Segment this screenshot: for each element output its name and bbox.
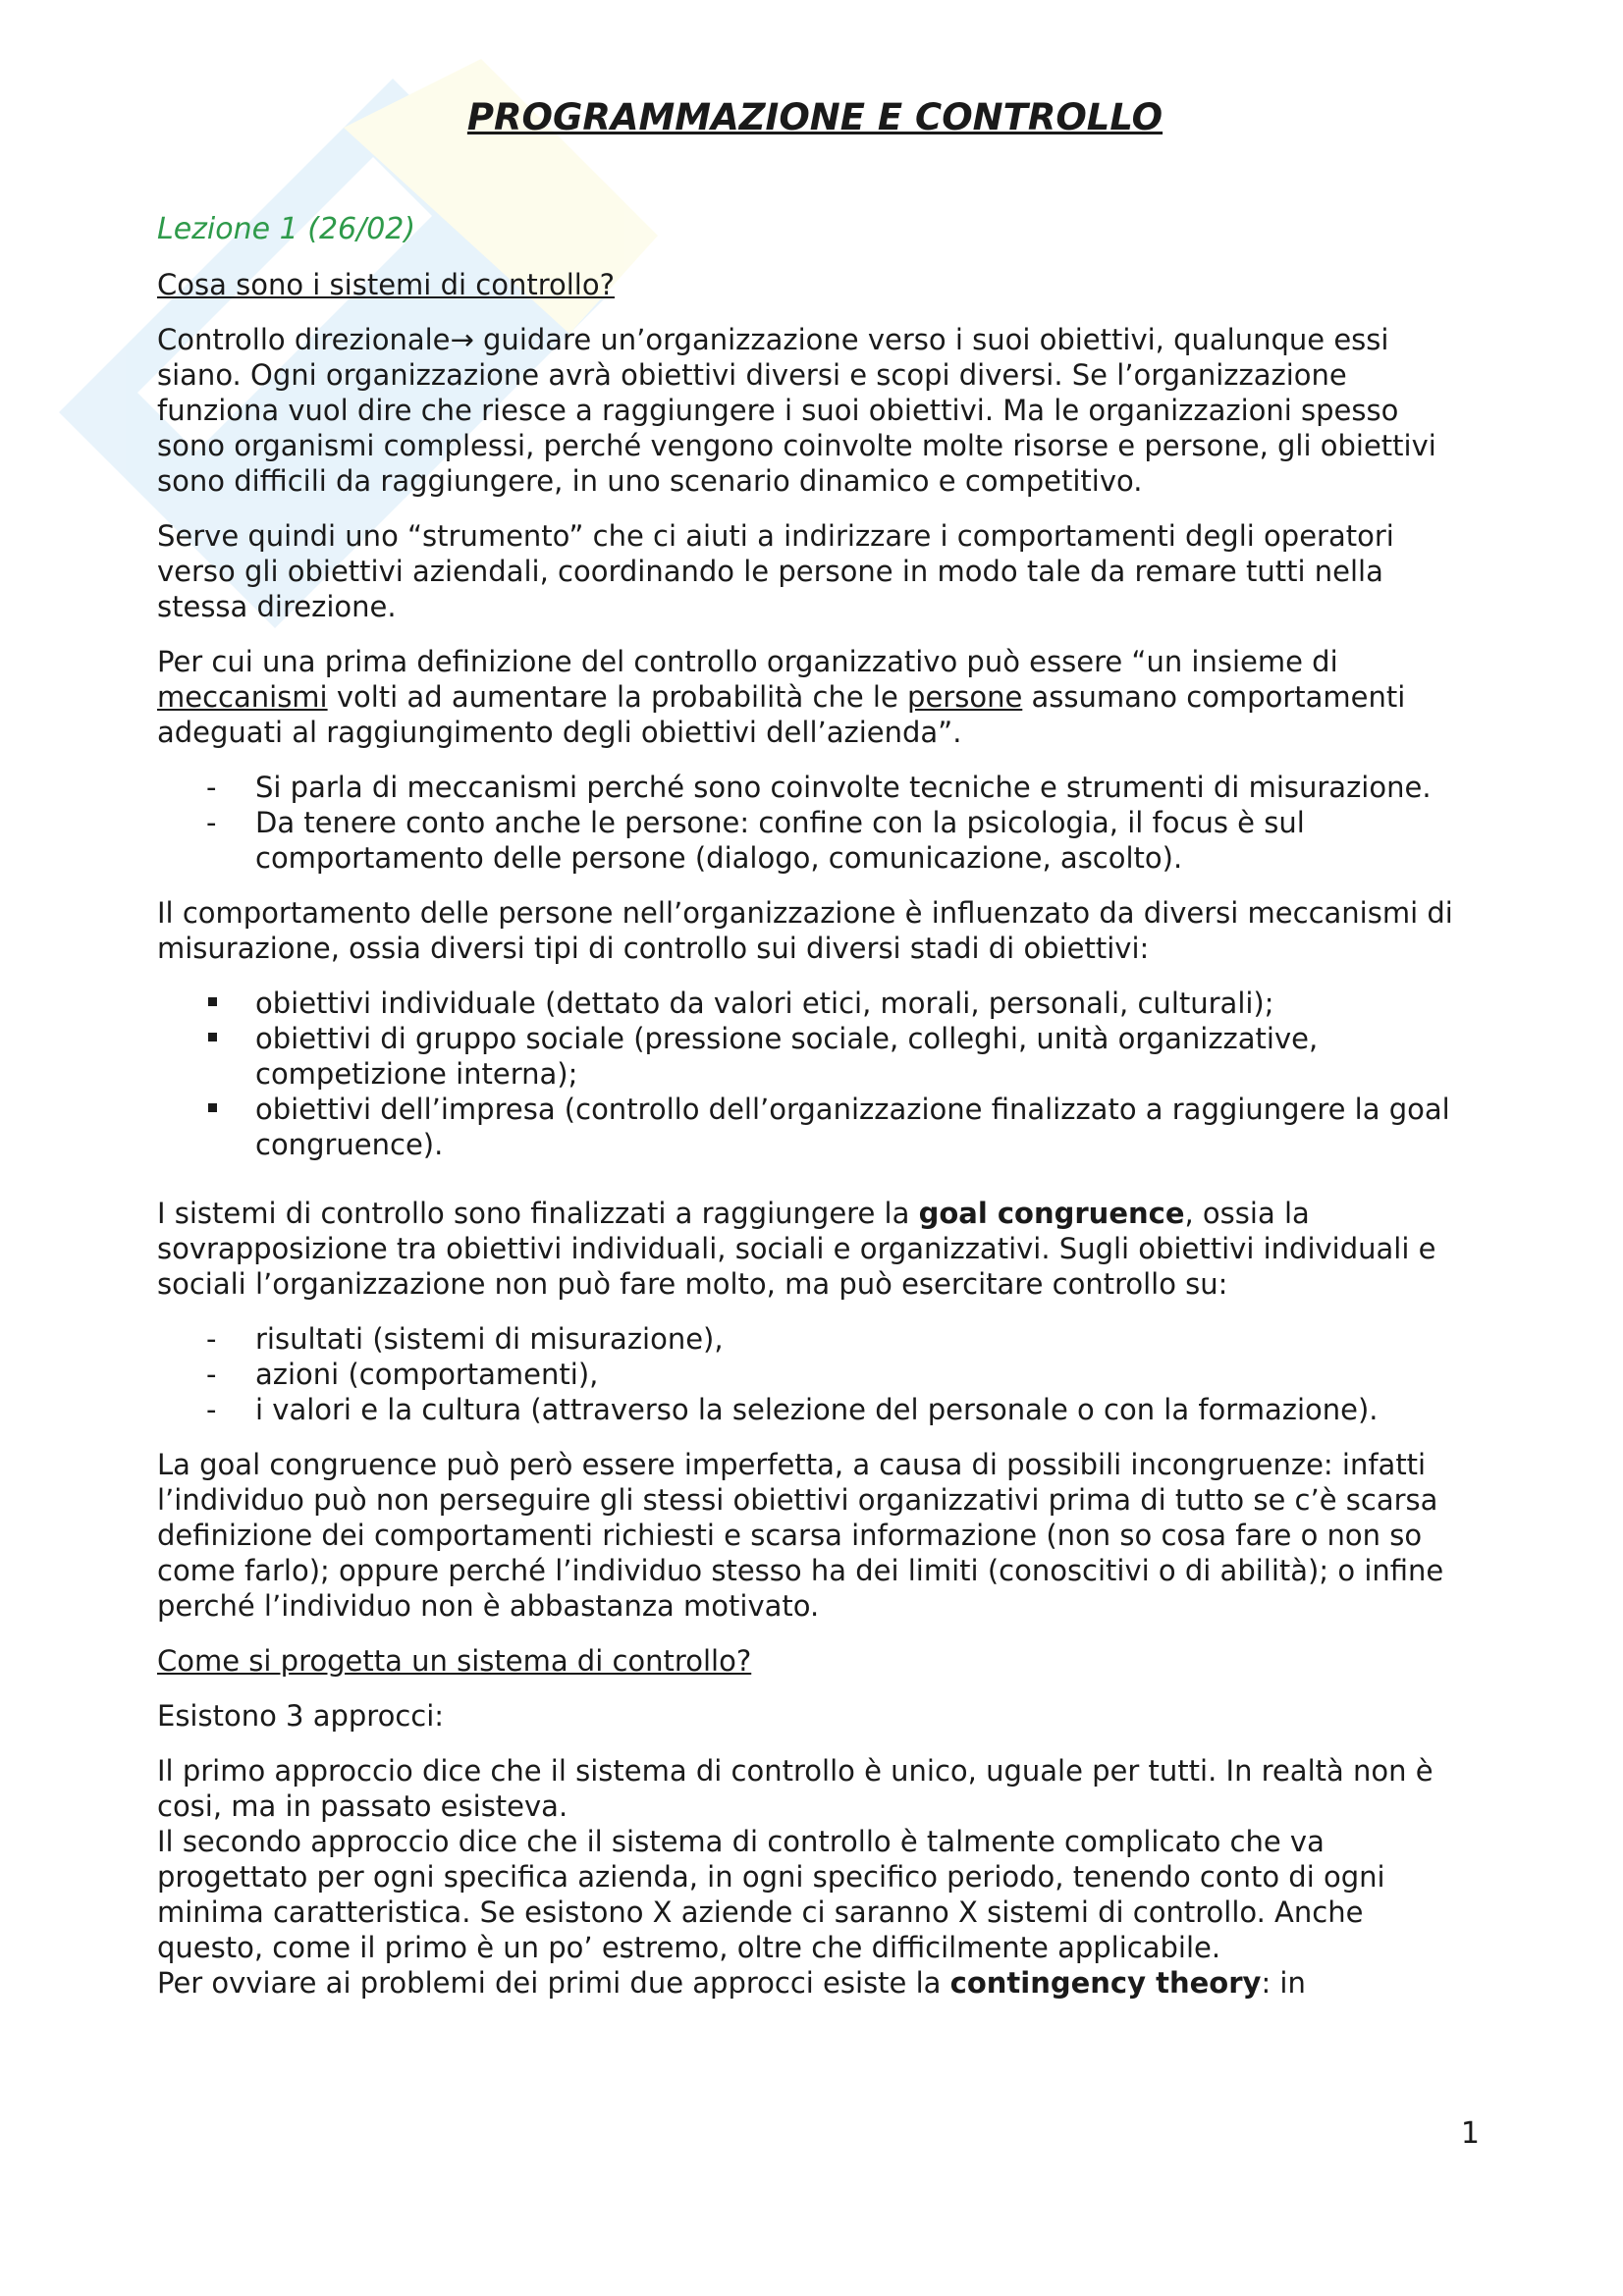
- lesson-heading: Lezione 1 (26/02): [157, 212, 416, 246]
- dash-marker: -: [206, 806, 217, 839]
- paragraph-8-line-2: Il secondo approccio dice che il sistema di controllo è talmente complicato che va progettato per ogni specifica azienda, in ogni specifico periodo, tenendo conto di ogni minima caratteristica. Se esistono X aziende ci saranno X sistemi di controllo. Anche questo, come il primo è un po’ estremo, oltre che difficilmente applicabile.: [157, 1825, 1385, 1964]
- list-item: - azioni (comportamenti),: [206, 1358, 599, 1391]
- page-number: 1: [1460, 2116, 1480, 2151]
- paragraph-8-line-3: Per ovviare ai problemi dei primi due approcci esiste la contingency theory: in: [157, 1966, 1306, 2000]
- list-item: - Si parla di meccanismi perché sono coinvolte tecniche e strumenti di misurazione.: [206, 771, 1432, 804]
- paragraph-1: Controllo direzionale→ guidare un’organizzazione verso i suoi obiettivi, qualunque essi siano. Ogni organizzazione avrà obiettivi diversi e scopi diversi. Se l’organizzazione funziona vuol dire che riesce a raggiungere i suoi obiettivi. Ma le organizzazioni spesso sono organismi complessi, perché vengono coinvolte molte risorse e persone, gli obiettivi sono difficili da raggiungere, in uno scenario dinamico e competitivo.: [157, 323, 1436, 498]
- paragraph-7: Esistono 3 approcci:: [157, 1699, 445, 1733]
- paragraph-3-text-a: Per cui una prima definizione del controllo organizzativo può essere “un insieme di: [157, 645, 1338, 678]
- dash-marker: -: [206, 1393, 217, 1426]
- bullet-list-objectives: [157, 986, 1473, 1162]
- dash-marker: -: [206, 1322, 217, 1356]
- paragraph-2: Serve quindi uno “strumento” che ci aiuti a indirizzare i comportamenti degli operatori verso gli obiettivi aziendali, coordinando le persone in modo tale da remare tutti nella stessa direzione.: [157, 519, 1394, 623]
- bold-term-contingency-theory: contingency theory: [949, 1966, 1262, 2000]
- paragraph-3-text-c: assumano comportamenti adeguati al raggiungimento degli obiettivi dell’azienda”.: [157, 680, 1406, 749]
- paragraph-3-text-b: volti ad aumentare la probabilità che le: [327, 680, 908, 714]
- list-item: - Da tenere conto anche le persone: confine con la psicologia, il focus è sul comportamento delle persone (dialogo, comunicazione, ascolto).: [206, 806, 1305, 875]
- square-bullet-icon: [208, 1103, 217, 1112]
- list-item: obiettivi di gruppo sociale (pressione sociale, colleghi, unità organizzative, competizione interna);: [157, 1021, 1473, 1092]
- square-bullet-icon: [208, 1033, 217, 1041]
- paragraph-6: La goal congruence può però essere imperfetta, a causa di possibili incongruenze: infatti l’individuo può non perseguire gli stessi obiettivi organizzativi prima di tutto se c’è scarsa definizione dei comportamenti richiesti e scarsa informazione (non so cosa fare o non so come farlo); oppure perché l’individuo stesso ha dei limiti (conoscitivi o di abilità); o infine perché l’individuo non è abbastanza motivato.: [157, 1448, 1444, 1623]
- document-title: PROGRAMMAZIONE E CONTROLLO: [466, 96, 1163, 138]
- dash-marker: -: [206, 1358, 217, 1391]
- dash-list-2: [157, 1321, 1473, 1427]
- underlined-term-persone: persone: [907, 680, 1023, 714]
- paragraph-3: [157, 644, 1473, 750]
- list-item: - risultati (sistemi di misurazione),: [206, 1322, 724, 1356]
- question-heading-1: Cosa sono i sistemi di controllo?: [157, 268, 615, 301]
- paragraph-8-line-1: Il primo approccio dice che il sistema di controllo è unico, uguale per tutti. In realtà non è cosi, ma in passato esisteva.: [157, 1754, 1434, 1823]
- underlined-term-meccanismi: meccanismi: [157, 680, 328, 714]
- bold-term-goal-congruence: goal congruence: [918, 1197, 1185, 1230]
- question-heading-2: Come si progetta un sistema di controllo?: [157, 1644, 752, 1678]
- square-bullet-icon: [208, 997, 217, 1006]
- dash-marker: -: [206, 771, 217, 804]
- paragraph-4: Il comportamento delle persone nell’organizzazione è influenzato da diversi meccanismi di misurazione, ossia diversi tipi di controllo sui diversi stadi di obiettivi:: [157, 896, 1453, 965]
- document-page: [157, 90, 1473, 2001]
- dash-list-1: [157, 770, 1473, 876]
- list-item: obiettivi dell’impresa (controllo dell’organizzazione finalizzato a raggiungere la goal congruence).: [157, 1092, 1473, 1162]
- paragraph-5: I sistemi di controllo sono finalizzati a raggiungere la goal congruence, ossia la sovrapposizione tra obiettivi individuali, sociali e organizzativi. Sugli obiettivi individuali e sociali l’organizzazione non può fare molto, ma può esercitare controllo su:: [157, 1197, 1436, 1301]
- list-item: - i valori e la cultura (attraverso la selezione del personale o con la formazione).: [206, 1393, 1379, 1426]
- list-item: obiettivi individuale (dettato da valori etici, morali, personali, culturali);: [157, 986, 1473, 1021]
